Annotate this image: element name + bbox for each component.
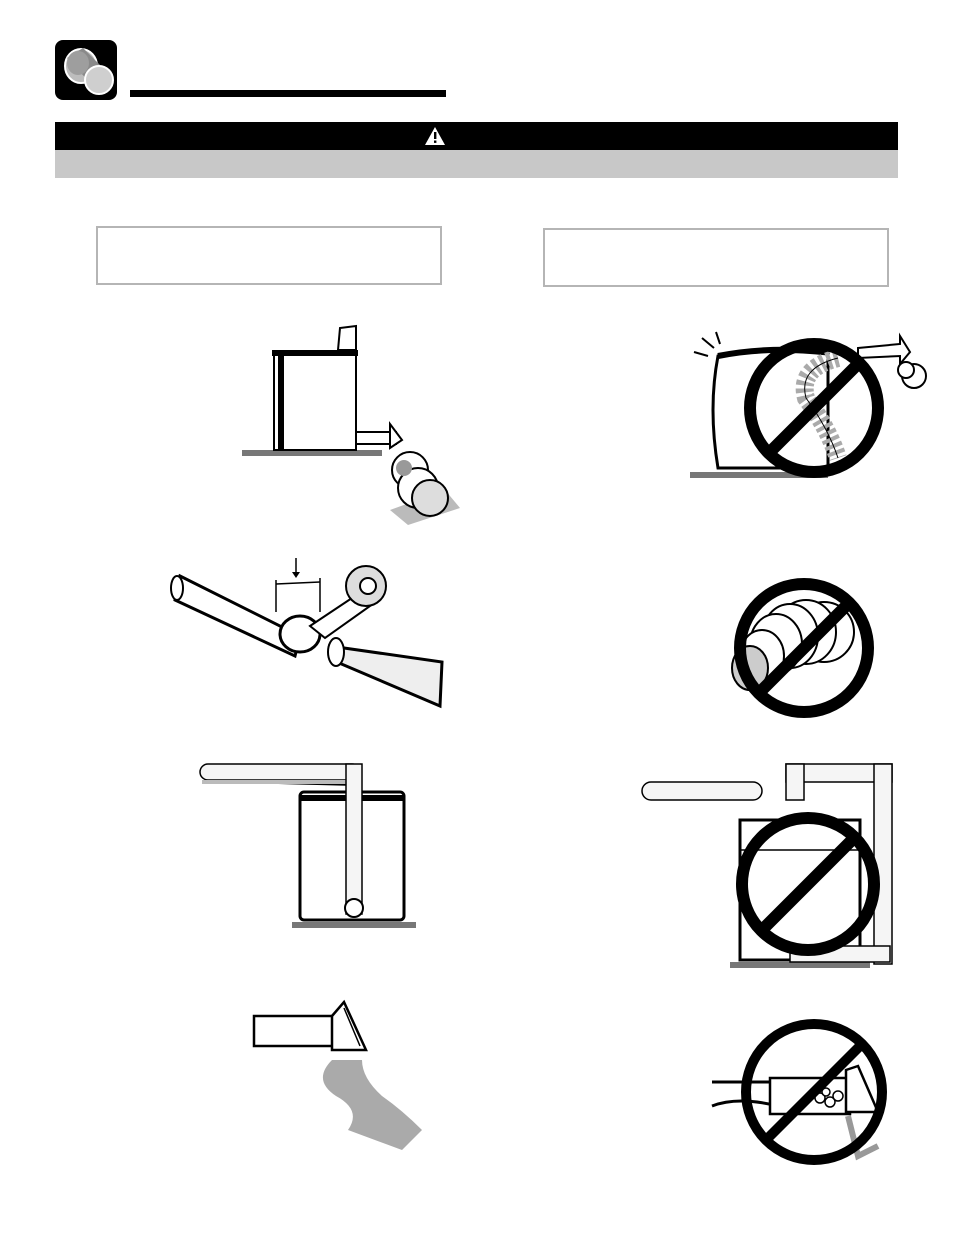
correct-label-box bbox=[96, 226, 442, 285]
duct-pipe-icon bbox=[55, 40, 117, 100]
duct-joint-tape-icon bbox=[160, 556, 450, 711]
exhaust-hood-open-icon bbox=[252, 1000, 432, 1155]
dryer-exhaust-correct-icon bbox=[240, 320, 465, 525]
rigid-duct-routing-icon bbox=[196, 758, 421, 933]
long-duct-routing-prohibited-icon bbox=[640, 760, 895, 972]
warning-subbar bbox=[55, 150, 898, 178]
flexible-duct-prohibited-icon bbox=[724, 572, 884, 724]
incorrect-label-box bbox=[543, 228, 889, 287]
clogged-exhaust-hood-prohibited-icon bbox=[708, 1016, 893, 1166]
header-rule bbox=[130, 90, 446, 97]
warning-triangle-icon bbox=[424, 126, 446, 146]
warning-banner bbox=[55, 122, 898, 150]
dryer-crushed-duct-prohibited-icon bbox=[688, 328, 933, 483]
